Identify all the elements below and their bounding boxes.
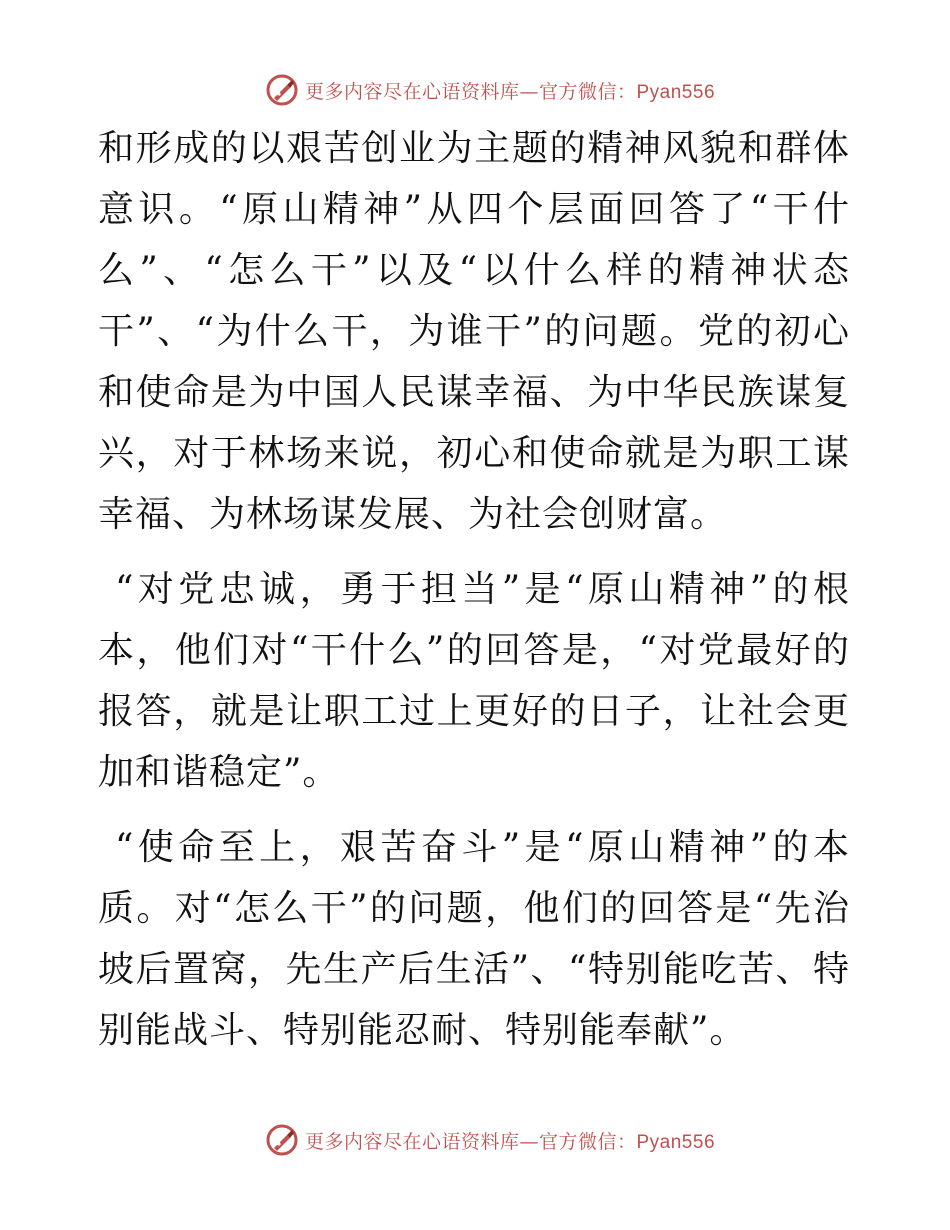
paragraph-2: “对党忠诚，勇于担当”是“原山精神”的根本，他们对“干什么”的回答是，“对党最好的报答，就是让职工过上更好的日子，让社会更加和谐稳定”。 (98, 569, 850, 793)
watermark-group (265, 73, 715, 107)
wechat-id: Pyan556 (636, 81, 716, 103)
header-watermark (0, 72, 950, 108)
watermark-text: 更多内容尽在心语资料库—官方微信：Pyan556 (304, 80, 716, 103)
pen-nib-logo-icon (265, 73, 299, 107)
watermark-text: 更多内容尽在心语资料库—官方微信：Pyan556 (304, 1130, 716, 1153)
pen-nib-logo-icon (265, 1123, 299, 1157)
wechat-id: Pyan556 (636, 1131, 716, 1153)
document-body (98, 118, 850, 1061)
paragraph-1: 和形成的以艰苦创业为主题的精神风貌和群体意识。“原山精神”从四个层面回答了“干什么”、“怎么干”以及“以什么样的精神状态干”、“为什么干，为谁干”的问题。党的初心和使命是为中国人民谋幸福、为中华民族谋复兴，对于林场来说，初心和使命就是为职工谋幸福、为林场谋发展、为社会创财富。 (98, 128, 850, 535)
footer-watermark (0, 1122, 950, 1158)
paragraph-3: “使命至上，艰苦奋斗”是“原山精神”的本质。对“怎么干”的问题，他们的回答是“先治坡后置窝，先生产后生活”、“特别能吃苦、特别能战斗、特别能忍耐、特别能奉献”。 (98, 827, 850, 1051)
watermark-group (265, 1123, 715, 1157)
